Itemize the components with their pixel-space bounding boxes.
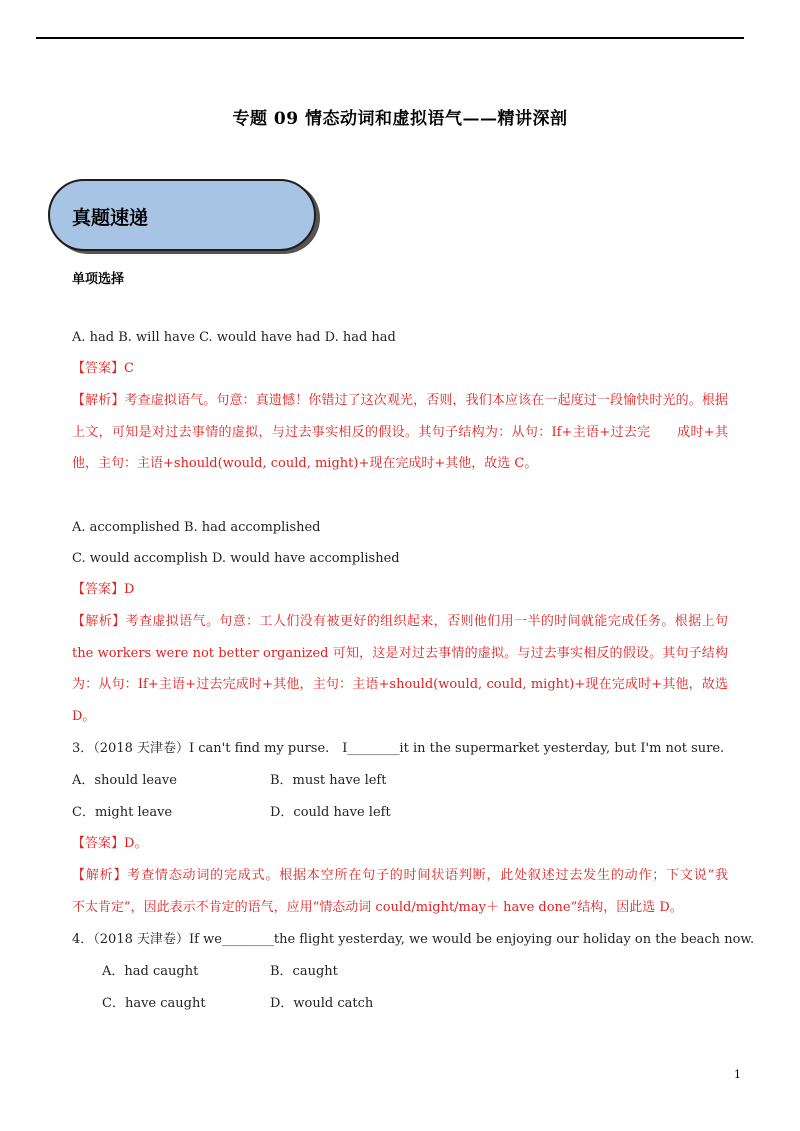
section-banner bbox=[48, 179, 316, 251]
q4-option-a: A．had caught bbox=[102, 964, 199, 979]
q3-answer: 【答案】D。 bbox=[72, 836, 148, 851]
q4-option-c: C．have caught bbox=[102, 996, 206, 1011]
section-label: 单项选择 bbox=[72, 272, 125, 287]
q3-option-a: A．should leave bbox=[72, 773, 177, 788]
q4-stem: 4．（2018 天津卷）If we________the flight yesterday, we would be enjoying our holiday on the beach now. bbox=[72, 932, 755, 947]
q1-options: A. had B. will have C. would have had D. had had bbox=[72, 330, 396, 345]
q3-analysis: 【解析】考查情态动词的完成式。根据本空所在句子的时间状语判断，此处叙述过去发生的动作；下文说“我 不太肯定”，因此表示不肯定的语气，应用“情态动词 could/might/may＋ have done”结构，因此选 D。 bbox=[72, 868, 755, 915]
q4-option-b: B．caught bbox=[270, 964, 338, 979]
page-number: 1 bbox=[734, 1068, 741, 1081]
q1-answer: 【答案】C bbox=[72, 361, 134, 376]
q2-analysis: 【解析】考查虚拟语气。句意：工人们没有被更好的组织起来，否则他们用一半的时间就能完成任务。根据上句 the workers were not better organized 可知，这是对过去事情的虚拟。与过去事实相反的假设。其句子结构为：从句：If+主语+过去完成时+其他，主句：主语+should(would, could, might)+现在完成时+其他，故选 D。 bbox=[72, 614, 728, 724]
q3-option-c: C．might leave bbox=[72, 805, 173, 820]
q1-analysis: 【解析】考查虚拟语气。句意：真遗憾！你错过了这次观光，否则，我们本应该在一起度过一段愉快时光的。根据上文，可知是对过去事情的虚拟，与过去事实相反的假设。其句子结构为：从句：If+主语+过去完 成时+其他，主句：主语+should(would, could, might)+现在完成时+其他，故选 C。 bbox=[72, 393, 728, 471]
q3-option-b: B．must have left bbox=[270, 773, 387, 788]
q2-options-line1: A. accomplished B. had accomplished bbox=[72, 520, 321, 535]
q3-option-d: D．could have left bbox=[270, 805, 391, 820]
header-rule bbox=[36, 37, 744, 39]
q2-options-line2: C. would accomplish D. would have accomplished bbox=[72, 551, 400, 566]
section-banner-label: 真题速递 bbox=[72, 207, 149, 229]
q2-answer: 【答案】D bbox=[72, 582, 135, 597]
q3-stem: 3．（2018 天津卷）I can't find my purse. I________it in the supermarket yesterday, but I'm not sure. bbox=[72, 741, 725, 756]
q4-option-d: D．would catch bbox=[270, 996, 374, 1011]
page-title: 专题 09 情态动词和虚拟语气——精讲深剖 bbox=[232, 109, 568, 129]
